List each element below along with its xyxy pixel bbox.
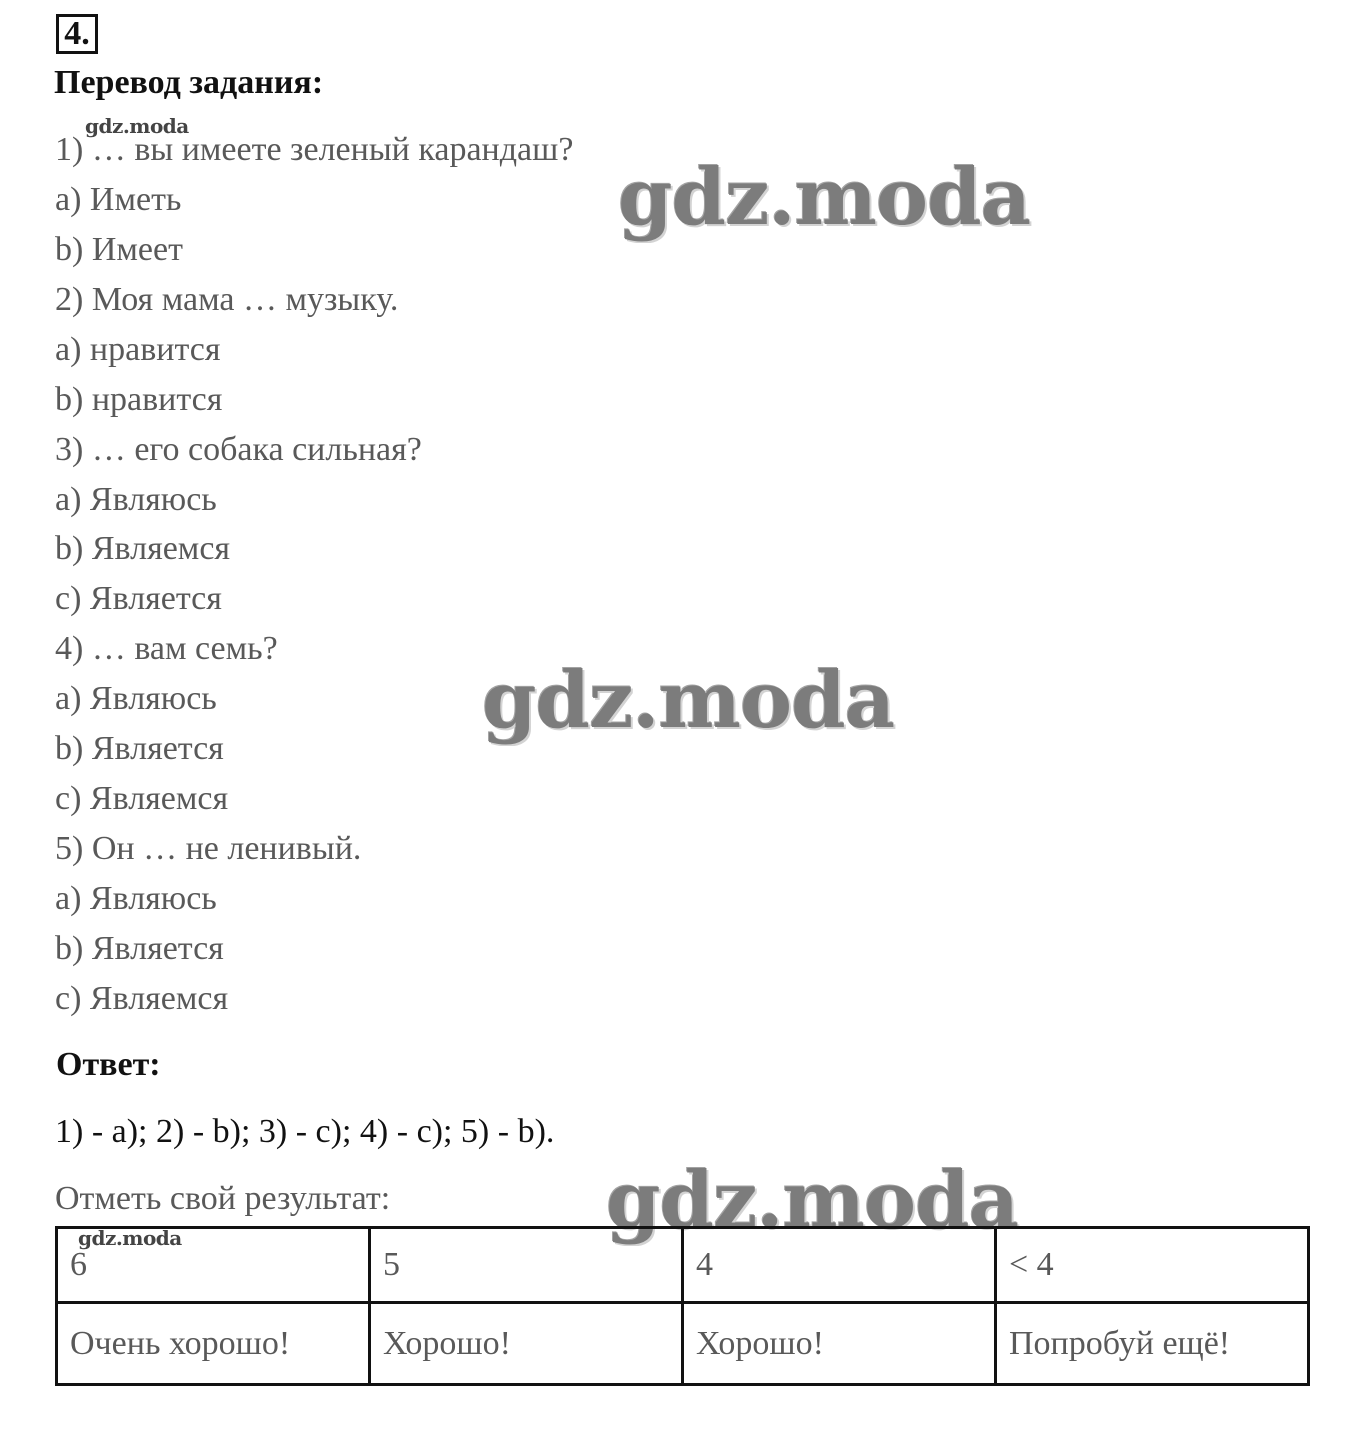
question-4: 4) … вам семь?: [55, 630, 278, 667]
task-number: 4.: [56, 14, 98, 54]
watermark-small-table: gdz.moda: [78, 1226, 182, 1250]
option-1a: a) Иметь: [55, 181, 182, 218]
option-5c: c) Являемся: [55, 980, 229, 1017]
option-2a: a) нравится: [55, 331, 221, 368]
question-5: 5) Он … не ленивый.: [55, 830, 362, 867]
label-cell-3: Хорошо!: [683, 1303, 996, 1385]
score-cell-3: 4: [683, 1228, 996, 1303]
option-3b: b) Являемся: [55, 530, 231, 567]
results-label-row: [57, 1303, 1309, 1385]
score-cell-2: 5: [370, 1228, 683, 1303]
label-cell-4: Попробуй ещё!: [996, 1303, 1309, 1385]
results-table: [55, 1226, 1310, 1386]
question-1: 1) … вы имеете зеленый карандаш?: [55, 131, 574, 168]
watermark-large-2: gdz.moda: [482, 655, 895, 746]
question-3: 3) … его собака сильная?: [55, 431, 422, 468]
result-prompt: Отметь свой результат:: [55, 1180, 391, 1217]
watermark-large-3: gdz.moda: [606, 1155, 1019, 1246]
option-3a: a) Являюсь: [55, 481, 217, 518]
answer-text: 1) - a); 2) - b); 3) - c); 4) - c); 5) - b).: [55, 1113, 555, 1150]
watermark-small-top: gdz.moda: [85, 114, 189, 138]
score-cell-1: 6: [57, 1228, 370, 1303]
results-score-row: [57, 1228, 1309, 1303]
label-cell-2: Хорошо!: [370, 1303, 683, 1385]
question-2: 2) Моя мама … музыку.: [55, 281, 399, 318]
option-5a: a) Являюсь: [55, 880, 217, 917]
option-4c: c) Являемся: [55, 780, 229, 817]
option-2b: b) нравится: [55, 381, 223, 418]
label-cell-1: Очень хорошо!: [57, 1303, 370, 1385]
translation-heading: Перевод задания:: [54, 64, 324, 101]
score-cell-4: < 4: [996, 1228, 1309, 1303]
option-1b: b) Имеет: [55, 231, 183, 268]
option-5b: b) Является: [55, 930, 224, 967]
option-4a: a) Являюсь: [55, 680, 217, 717]
option-3c: c) Является: [55, 580, 222, 617]
watermark-large-1: gdz.moda: [618, 152, 1031, 243]
option-4b: b) Является: [55, 730, 224, 767]
answer-heading: Ответ:: [56, 1046, 161, 1083]
